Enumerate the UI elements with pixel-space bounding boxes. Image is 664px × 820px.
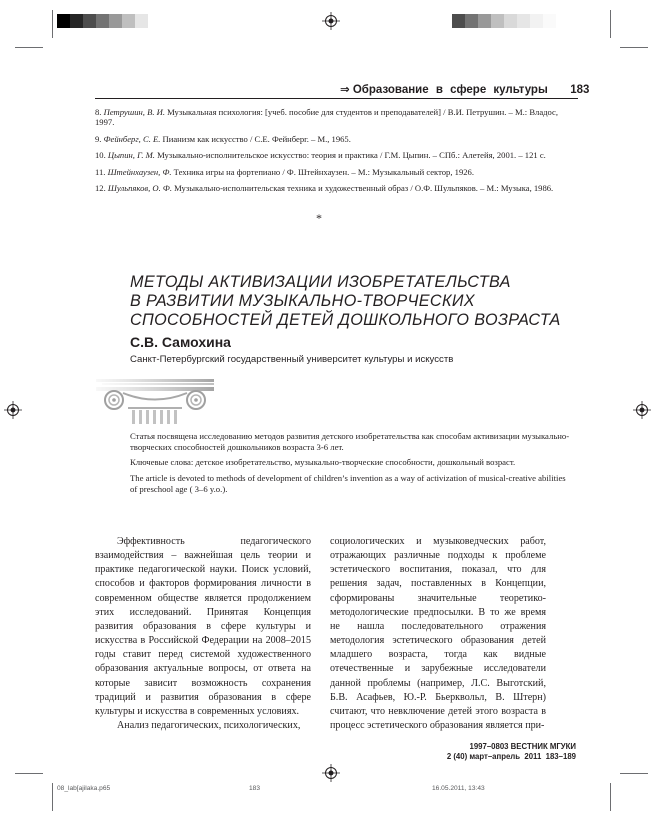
crop-mark [610,10,611,38]
grayscale-bar [57,14,161,28]
tint-bar [452,14,556,28]
title-line: СПОСОБНОСТЕЙ ДЕТЕЙ ДОШКОЛЬНОГО ВОЗРАСТА [130,311,561,329]
journal-issn: 1997–0803 ВЕСТНИК МГУКИ [469,742,576,751]
slug-date: 16.05.2011, 13:43 [432,785,485,792]
header-rule [95,98,578,99]
section-separator: * [316,211,322,225]
reference-item: 8. Петрушин, В. И. Музыкальная психология: [учеб. пособие для студентов и преподавателей] / В.И. Петрушин. – М.: Владос, 1997. [95,107,559,128]
author-affiliation: Санкт-Петербургский государственный университет культуры и искусств [130,354,454,365]
author-name: С.В. Самохина [130,334,231,350]
page-number: 183 [570,84,590,96]
abstract-ru: Статья посвящена исследованию методов развития детского изобретательства как способам активизации музыкально-творческих способностей дошкольников возраста 3-6 лет. [130,431,570,452]
registration-mark-left-icon [4,401,22,419]
arrow-icon: ⇒ [340,84,350,96]
title-line: В РАЗВИТИИ МУЗЫКАЛЬНО-ТВОРЧЕСКИХ [130,292,475,310]
body-paragraph: социологических и музыковедческих работ, отражающих различные подходы к проблеме эстетического воспитания, показал, что для решения задач, поставленных в Концепции, сформированы значительные теоретико-методологические предпосылки. В то же время не нашла последовательного отражения методология эстетического образования детей младшего возраста, тогда как видные отечественные и зарубежные исследователи данной проблемы (например, Л.С. Выготский, Б.В. Асафьев, Ю.-Р. Бьерквольл, В. Штерн) считают, что невключение детей этого возраста в процесс эстетического образования является при- [330,536,546,732]
body-column-left [95,535,311,733]
slug-page: 183 [249,785,261,792]
reference-item: 12. Шульпяков, О. Ф. Музыкально-исполнительская техника и художественный образ / О.Ф. Шульпяков. – М.: Музыка, 1986. [95,183,554,194]
slug-file: 08_lab[ajilaka.p65 [57,785,111,792]
crop-mark [52,10,53,38]
reference-item: 11. Штейнхаузен, Ф. Техника игры на фортепиано / Ф. Штейнхаузен. – М.: Музыкальный сектор, 1926. [95,166,474,177]
abstract-en: The article is devoted to methods of development of children’s invention as a way of activization of musical-creative abilities of preschool age ( 3–6 y.o.). [130,473,566,494]
article-title [130,273,560,330]
section-title: Образование в сфере культуры [352,84,548,96]
registration-mark-right-icon [633,401,651,419]
journal-info [404,742,576,762]
reference-item: 10. Цыпин, Г. М. Музыкально-исполнительское искусство: теория и практика / Г.М. Цыпин. – СПб.: Алетейя, 2001. – 121 с. [95,150,546,161]
abstract [130,431,570,500]
reference-item: 9. Фейнберг, С. Е. Пианизм как искусство / С.Е. Фейнберг. – М., 1965. [95,133,351,144]
keywords: Ключевые слова: детское изобретательство, музыкально-творческие способности, дошкольный возраст. [130,457,516,468]
registration-mark-bottom-icon [322,764,340,782]
column-capital-icon [96,376,214,424]
journal-issue: 2 (40) март–апрель 2011 183–189 [446,752,576,761]
body-column-right [330,535,546,733]
running-head [340,82,590,96]
body-paragraph: Эффективность педагогического взаимодействия – важнейшая цель теории и практике педагогической науки. Поиск условий, способов и факторов формирования личности в современном обществе является продолжением этих исследований. Принятая Концепция развития образования в сфере культуры и искусства в Российской Федерации на 2008–2015 годы ставит перед системой художественного образования актуальные вопросы, от ответа на которые зависит возможность сохранения традиций и развития образования в сфере культуры и искусства в современных условиях. [95,536,311,717]
reference-list [95,107,570,199]
crop-mark [620,47,648,48]
registration-mark-top-icon [322,12,340,30]
crop-mark [52,783,53,811]
crop-mark [620,773,648,774]
body-paragraph: Анализ педагогических, психологических, [117,720,301,732]
crop-mark [15,47,43,48]
title-line: МЕТОДЫ АКТИВИЗАЦИИ ИЗОБРЕТАТЕЛЬСТВА [130,273,511,291]
crop-mark [610,783,611,811]
crop-mark [15,773,43,774]
